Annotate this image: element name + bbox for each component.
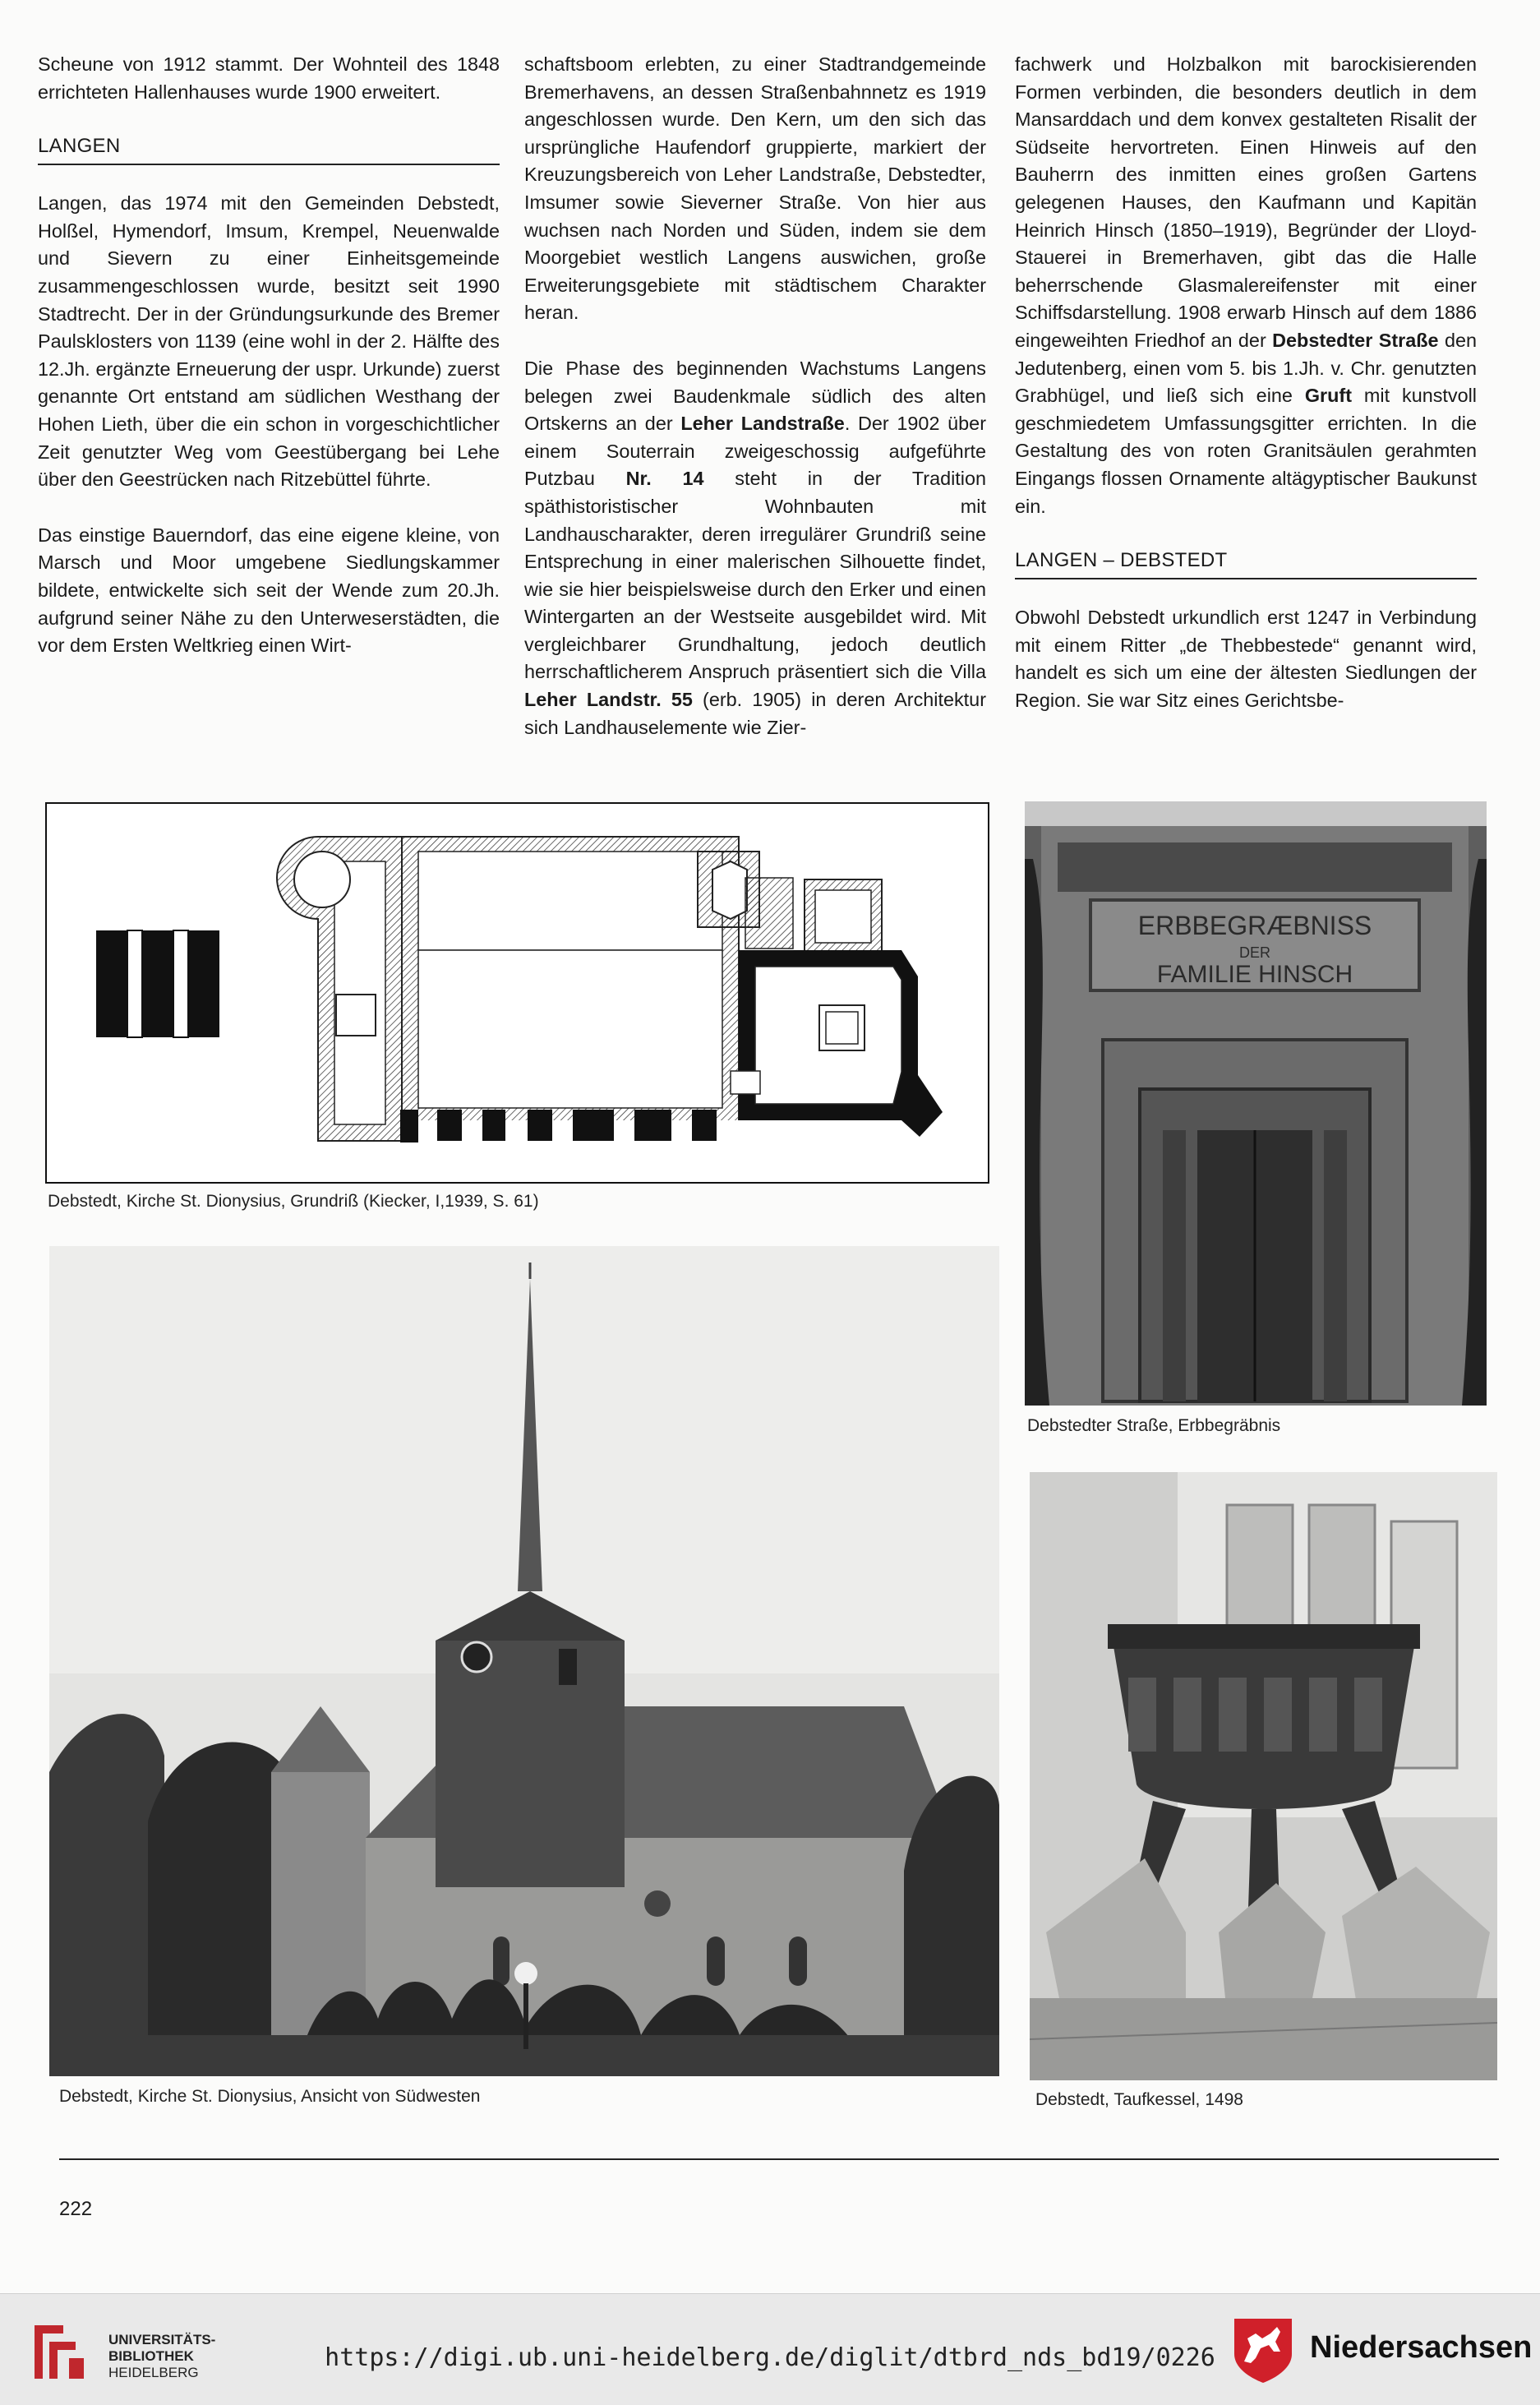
figure-caption-floor-plan: Debstedt, Kirche St. Dionysius, Grundriß (Kiecker, I,1939, S. 61) [48, 1192, 539, 1211]
street-address: Leher Landstr. 55 [524, 689, 693, 711]
tower-plan [277, 837, 402, 1141]
street-name: Debstedter Straße [1272, 329, 1439, 351]
church-image [49, 1246, 999, 2076]
grave-photo [1025, 801, 1487, 1406]
floor-plan-figure [45, 802, 989, 1184]
library-name-line: BIBLIOTHEK [108, 2348, 194, 2364]
text-column-2 [524, 51, 986, 769]
text-run: steht in der Tradition späthistoristischer Wohnbauten mit Landhauscharakter, deren irregulärer Grundriß seine Entsprechung in einer malerischen Silhouette findet, wie sie hier beispielsweise durch den Erker und einen Wintergarten an der Westseite ausgebildet wird. Mit vergleichbarer Grundhaltung, jedoch deutlich herrschaftlicherem Anspruch präsentiert sich die Villa [524, 468, 986, 683]
footer-rule [59, 2158, 1499, 2160]
text-run: (erb. 1905) in deren Architektur sich Landhauselemente wie Zier- [524, 689, 986, 738]
monument-name: Gruft [1304, 385, 1352, 407]
text-column-3 [1015, 51, 1477, 742]
paragraph: Langen, das 1974 mit den Gemeinden Debstedt, Holßel, Hymendorf, Imsum, Krempel, Neuenwalde und Sievern zu einer Einheitsgemeinde zusammengeschlossen wurde, besitzt seit 1990 Stadtrecht. Der in der Gründungsurkunde des Bremer Paulsklosters von 1139 (eine wohl in der 2. Hälfte des 12.Jh. ergänzte Erneuerung der uspr. Urkunde) zuerst genannte Ort entstand am südlichen Westhang der Hohen Lieth, über die ein schon in vorgeschichtlicher Zeit genutzter Weg vom Geestübergang bei Lehe über den Geestrücken nach Ritzebüttel führte. [38, 192, 500, 491]
paragraph: Scheune von 1912 stammt. Der Wohnteil des 1848 errichteten Hallenhauses wurde 1900 erweitert. [38, 53, 500, 103]
paragraph [524, 355, 986, 741]
state-logo[interactable] [1226, 2309, 1538, 2387]
library-name-line: UNIVERSITÄTS- [108, 2332, 216, 2347]
choir-plan [731, 950, 943, 1137]
street-name: Leher Landstraße [680, 413, 845, 435]
section-heading-langen: LANGEN [38, 134, 500, 165]
paragraph: Obwohl Debstedt urkundlich erst 1247 in Verbindung mit einem Ritter „de Thebbestede“ genannt wird, handelt es sich um eine der ältesten Siedlungen der Region. Sie war Sitz eines Gerichtsbe- [1015, 607, 1477, 711]
text-column-1 [38, 51, 500, 688]
floor-plan-drawing [47, 804, 988, 1182]
figure-caption-baptismal-font: Debstedt, Taufkessel, 1498 [1035, 2090, 1243, 2109]
viewer-footer [0, 2293, 1540, 2405]
house-number: Nr. 14 [625, 468, 704, 490]
text-run: . Der 1902 über einem Souterrain zweigeschossig aufgeführte Putzbau [524, 413, 986, 490]
horse-crest-icon [1226, 2309, 1300, 2387]
grave-inscription-line-3: FAMILIE HINSCH [1156, 961, 1353, 988]
text-run: Die Phase des beginnenden Wachstums Langens belegen zwei Baudenkmale südlich des alten Ortskerns an der [524, 357, 986, 435]
legend-swatch [96, 930, 219, 1037]
document-url[interactable]: https://digi.ub.uni-heidelberg.de/diglit/dtbrd_nds_bd19/0226 [325, 2343, 1215, 2372]
text-run: mit kunstvoll geschmiedetem Umfassungsgitter errichten. In die Gestaltung des von roten Granitsäulen gerahmten Eingangs flossen Ornamente altägyptischer Baukunst ein. [1015, 385, 1478, 517]
church-photo [49, 1246, 999, 2076]
grave-monument-image [1025, 801, 1487, 1406]
baptismal-font-image [1030, 1472, 1497, 2080]
figure-caption-church: Debstedt, Kirche St. Dionysius, Ansicht von Südwesten [59, 2087, 481, 2106]
grave-inscription-line-1: ERBBEGRÆBNISS [1137, 911, 1372, 940]
paragraph [1015, 51, 1477, 520]
text-run: den Jedutenberg, einen vom 5. bis 1.Jh. v. Chr. genutzten Grabhügel, und ließ sich eine [1015, 329, 1478, 407]
state-name: Niedersachsen [1310, 2330, 1533, 2365]
nave-plan [400, 837, 740, 1143]
figure-caption-grave: Debstedter Straße, Erbbegräbnis [1027, 1416, 1281, 1435]
grave-inscription-line-2: DER [1238, 944, 1271, 961]
paragraph: schaftsboom erlebten, zu einer Stadtrandgemeinde Bremerhavens, an dessen Straßenbahnnetz es 1919 angeschlossen wurde. Den Kern, um den sich das ursprüngliche Haufendorf gruppierte, markiert der Kreuzungsbereich von Leher Landstraße, Debstedter, Imsumer sowie Sieverner Straße. Von hier aus wuchsen nach Norden und Süden, indem sie dem Moorgebiet westlich Langens auswichen, große Erweiterungsgebiete mit städtischem Charakter heran. [524, 53, 986, 324]
paragraph: Das einstige Bauerndorf, das eine eigene kleine, von Marsch und Moor umgebene Siedlungskammer bildete, entwickelte sich seit der Wende zum 20.Jh. aufgrund seiner Nähe zu den Unterweserstädten, die vor dem Ersten Weltkrieg einen Wirt- [38, 524, 500, 657]
library-name-line: HEIDELBERG [108, 2365, 199, 2380]
section-heading-langen-debstedt: LANGEN – DEBSTEDT [1015, 548, 1477, 579]
baptismal-font-photo [1030, 1472, 1497, 2080]
page-number: 222 [59, 2198, 93, 2220]
text-run: fachwerk und Holzbalkon mit barockisierenden Formen verbinden, die besonders deutlich in dem Mansarddach und dem konvex gestalteten Risalit der Südseite hervortreten. Einen Hinweis auf den Bauherrn des inmitten eines großen Gartens gelegenen Hauses, den Kaufmann und Kapitän Heinrich Hinsch (1850–1919), Begründer der Lloyd-Stauerei in Bremerhaven, gibt das die Halle beherrschende Glasmalereifenster mit einer Schiffsdarstellung. 1908 erwarb Hinsch auf dem 1886 eingeweihten Friedhof an der [1015, 53, 1477, 351]
